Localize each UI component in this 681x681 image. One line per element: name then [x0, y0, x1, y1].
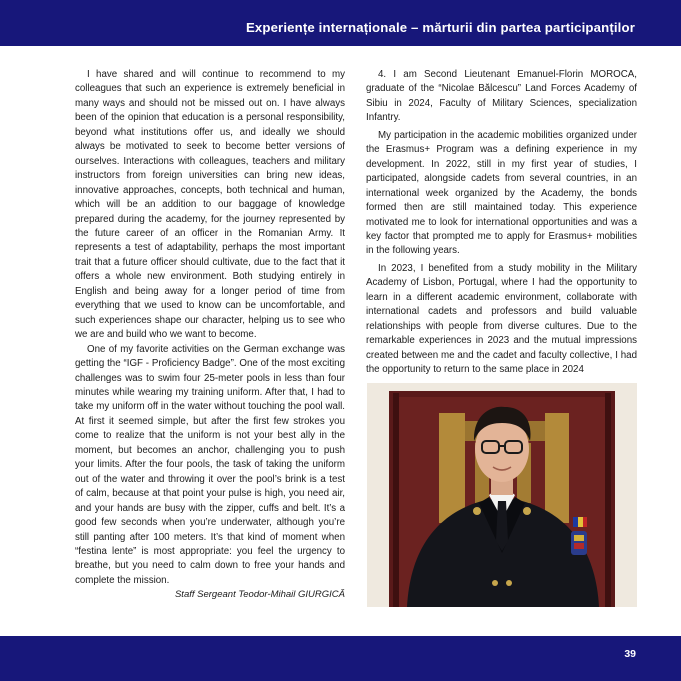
header-title: Experiențe internaționale – mărturii din partea participanților: [245, 20, 635, 35]
left-paragraph-2: One of my favorite activities on the German exchange was getting the “IGF - Proficiency Badge”. One of the most exciting challenges was to swim four 25-meter pools in less than four minutes while wearing my training uniform. After that, I had to take my uniform off in the water without touching the pool wall. At first it seemed simple, but after the first few strokes you come to realize that the uniform is not your best ally in the moment, but becomes an anchor, challenging you to push your limits. After the four pools, the task of taking the uniform out of the water and throwing it over the pool’s brink is a test of calm, because at that point your pulse is high, you need air, and your hands are busy with the zipper, cuffs and belt. It’s a good few seconds when you’re underwater, although you’re still panting after 100 meters. It’s that kind of moment when “festina lente” is most appropriate: you feel the urgency to breathe, but you need to calm down to free your hands and complete the mission.: [75, 343, 345, 586]
left-paragraph-1: I have shared and will continue to recommend to my colleagues that such an experience is extremely beneficial in many ways and should not be missed out on. I have always been of the opinion that education is a personal responsibility, beyond what institutions offer us, and ideally we should always be motivated to seek to become better versions of ourselves. Interactions with colleagues, teachers and military instructors from foreign universities can bring new ideas, innovative approaches, concepts, both technical and human, which will be an addition to our baggage of knowledge prepared during the academy, for the journey represented by the future career of an officer in the Romanian Army. It represents a test of adaptability, perhaps the most important trait that a future officer should cultivate, due to the fact that it offers a whole new environment. Both studying entirely in English and being away for a longer period of time from everything that we used to know can be uncomfortable, and such experiences shape our character, helping us to see who we are and build who we want to become.: [75, 69, 345, 341]
header-bar: [0, 0, 681, 46]
page-number: 39: [624, 648, 636, 660]
right-column: [366, 68, 637, 378]
right-paragraph-3: In 2023, I benefited from a study mobility in the Military Academy of Lisbon, Portugal, where I had the opportunity to learn in a different academic environment, collaborate with international cadets and professors and build valuable relationships with people from diverse cultures. Due to the remarkable experiences in 2023 and the mutual impressions created between me and the cadet and faculty collective, I had the opportunity to return to the same place in 2024: [366, 262, 637, 376]
right-paragraph-1: 4. I am Second Lieutenant Emanuel-Florin MOROCA, graduate of the “Nicolae Bălcescu” Land Forces Academy of Sibiu in 2024, Faculty of Military Sciences, specialization Infantry.: [366, 69, 637, 124]
footer-bar: [0, 636, 681, 681]
portrait-photo-icon: [367, 383, 637, 607]
author-signature: Staff Sergeant Teodor-Mihail GIURGICĂ: [174, 589, 345, 601]
portrait-photo: [367, 383, 637, 607]
right-paragraph-2: My participation in the academic mobilities organized under the Erasmus+ Program was a defining experience in my development. In 2022, still in my first year of studies, I participated, alongside cadets from several countries, in an international week organized by the Academy, the bonds formed then are still maintained today. This experience motivated me to look for international opportunities and was a key factor that prompted me to apply for Erasmus+ mobilities in the following years.: [366, 129, 637, 257]
left-column: [75, 68, 345, 603]
